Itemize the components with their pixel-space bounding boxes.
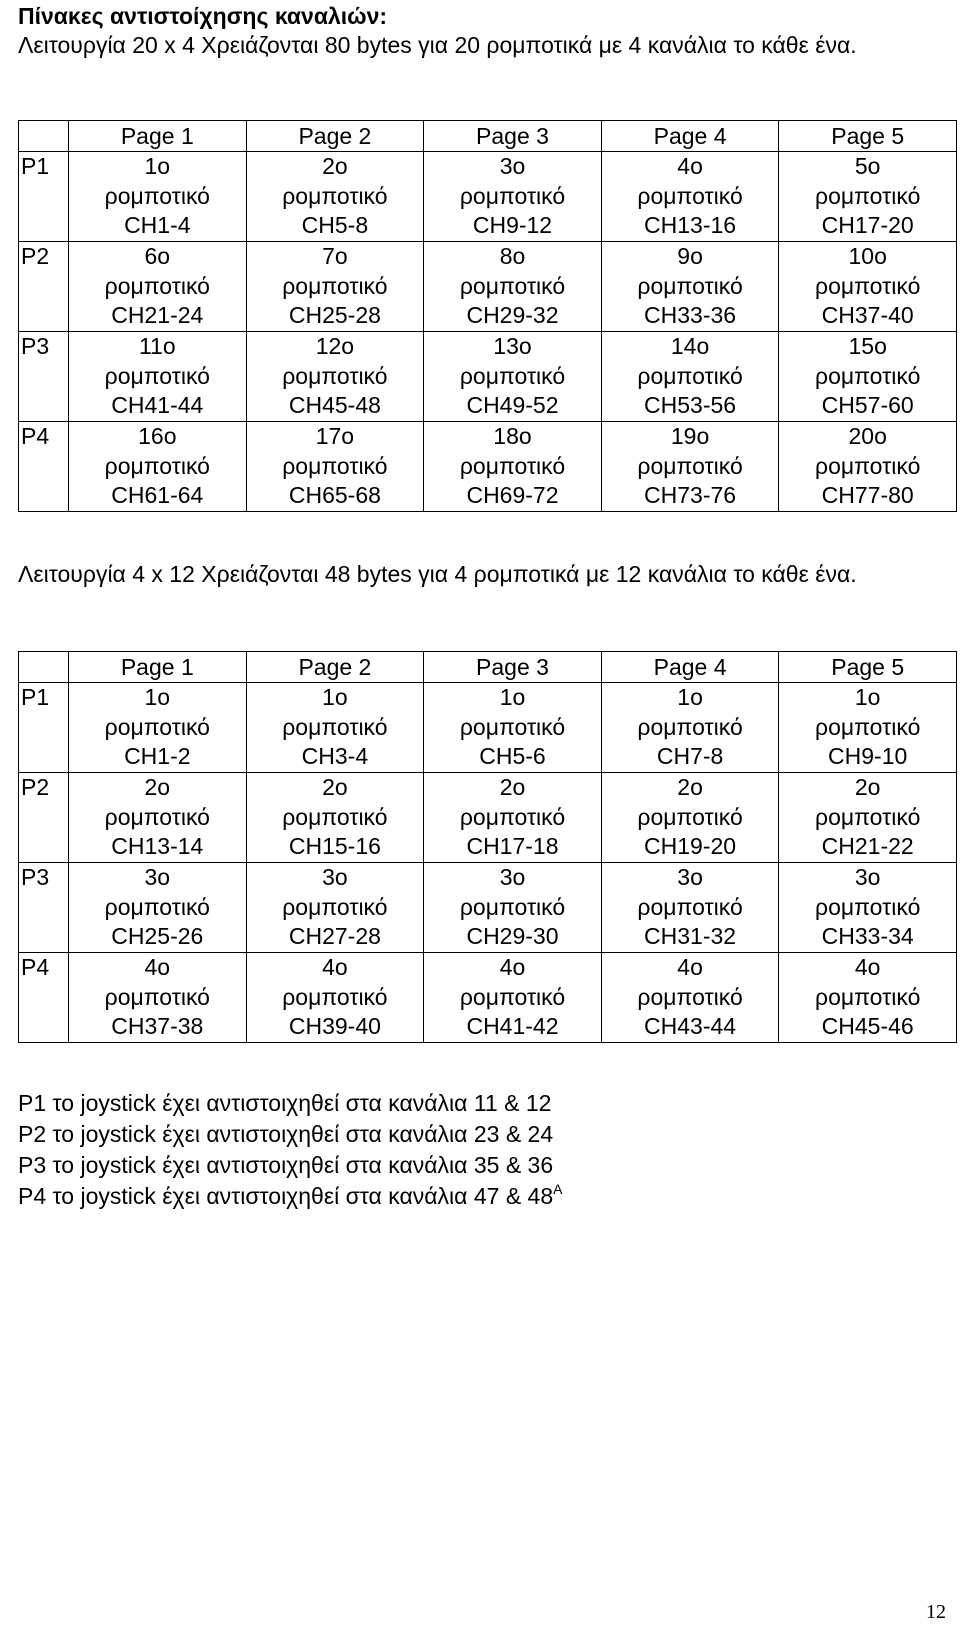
cell-line: CH31-32	[644, 923, 737, 949]
cell-line: CH33-36	[644, 302, 737, 328]
cell-line: ρομποτικό	[459, 272, 566, 299]
cell-line: ρομποτικό	[282, 452, 388, 479]
cell-line: ρομποτικό	[282, 983, 388, 1010]
cell-line: CH7-8	[656, 743, 724, 769]
cell-line: CH61-64	[111, 482, 204, 508]
table-row	[19, 332, 957, 422]
cell-line: ρομποτικό	[104, 803, 210, 830]
table-cell	[246, 953, 424, 1043]
cell-line: ρομποτικό	[637, 272, 743, 299]
column-header: Page 3	[424, 121, 602, 152]
table-cell	[601, 863, 779, 953]
cell-line: CH17-20	[821, 212, 914, 238]
table-cell	[69, 242, 247, 332]
cell-line: ρομποτικό	[815, 803, 921, 830]
cell-line: 11ο	[138, 333, 176, 359]
cell-line: 2ο	[677, 774, 703, 800]
table-cell	[69, 332, 247, 422]
table-row	[19, 683, 957, 773]
note-line: P3 το joystick έχει αντιστοιχηθεί στα κανάλια 35 & 36	[18, 1152, 554, 1178]
channel-table-20x4	[18, 120, 957, 512]
table-cell	[601, 152, 779, 242]
cell-line: ρομποτικό	[815, 893, 921, 920]
column-header: Page 5	[779, 652, 957, 683]
cell-line: ρομποτικό	[815, 713, 921, 740]
cell-line: CH57-60	[821, 392, 914, 418]
cell-line: ρομποτικό	[637, 713, 743, 740]
cell-line: 1ο	[854, 684, 881, 710]
table-cell	[69, 953, 247, 1043]
table-cell	[246, 422, 424, 512]
note-line: P2 το joystick έχει αντιστοιχηθεί στα κανάλια 23 & 24	[18, 1121, 554, 1147]
cell-line: 3ο	[499, 153, 526, 179]
cell-line: ρομποτικό	[459, 452, 566, 479]
cell-line: CH39-40	[288, 1013, 381, 1039]
cell-line: ρομποτικό	[282, 182, 388, 209]
cell-line: ρομποτικό	[282, 713, 388, 740]
cell-line: 3ο	[854, 864, 881, 890]
table-row	[19, 152, 957, 242]
cell-line: ρομποτικό	[815, 983, 921, 1010]
cell-line: CH41-42	[466, 1013, 559, 1039]
cell-line: 8ο	[499, 243, 526, 269]
column-header: Page 1	[69, 652, 247, 683]
cell-line: ρομποτικό	[637, 803, 743, 830]
table-header-row	[19, 121, 957, 152]
table-cell	[779, 953, 957, 1043]
row-label: P3	[19, 863, 69, 953]
table-cell	[69, 773, 247, 863]
table-cell	[246, 863, 424, 953]
table-corner-cell	[19, 121, 69, 152]
cell-line: 4ο	[854, 954, 881, 980]
cell-line: ρομποτικό	[282, 893, 388, 920]
table-cell	[601, 683, 779, 773]
cell-line: ρομποτικό	[815, 272, 921, 299]
cell-line: 16ο	[138, 423, 177, 449]
table-row	[19, 773, 957, 863]
cell-line: CH49-52	[466, 392, 559, 418]
cell-line: 4ο	[322, 954, 348, 980]
table-cell	[779, 242, 957, 332]
section2-intro: Λειτουργία 4 x 12 Χρειάζονται 48 bytes για 4 ρομποτικά με 12 κανάλια το κάθε ένα.	[18, 561, 857, 587]
cell-line: ρομποτικό	[282, 272, 388, 299]
cell-line: 2ο	[322, 153, 348, 179]
cell-line: ρομποτικό	[815, 182, 921, 209]
table-cell	[601, 242, 779, 332]
cell-line: 13ο	[493, 333, 532, 359]
table-cell	[424, 773, 602, 863]
cell-line: CH5-6	[479, 743, 546, 769]
column-header: Page 3	[424, 652, 602, 683]
cell-line: 3ο	[677, 864, 703, 890]
cell-line: ρομποτικό	[637, 983, 743, 1010]
cell-line: 2ο	[322, 774, 348, 800]
table-cell	[601, 332, 779, 422]
page-number: 12	[926, 1601, 946, 1623]
cell-line: ρομποτικό	[104, 893, 210, 920]
cell-line: ρομποτικό	[459, 713, 566, 740]
table-cell	[779, 332, 957, 422]
cell-line: CH19-20	[644, 833, 737, 859]
note-line	[18, 1181, 562, 1212]
cell-line: CH13-14	[111, 833, 204, 859]
footnote-mark: A	[553, 1181, 563, 1197]
cell-line: CH37-40	[821, 302, 914, 328]
table-cell	[601, 953, 779, 1043]
cell-line: 3ο	[144, 864, 171, 890]
cell-line: CH33-34	[821, 923, 914, 949]
cell-line: CH3-4	[301, 743, 369, 769]
cell-line: 4ο	[677, 153, 703, 179]
page-heading: Πίνακες αντιστοίχησης καναλιών:	[18, 3, 388, 29]
cell-line: CH13-16	[644, 212, 737, 238]
cell-line: 2ο	[854, 774, 881, 800]
cell-line: 3ο	[322, 864, 348, 890]
table-cell	[69, 863, 247, 953]
section1-intro: Λειτουργία 20 x 4 Χρειάζονται 80 bytes για 20 ρομποτικά με 4 κανάλια το κάθε ένα.	[18, 32, 857, 58]
row-label: P1	[19, 683, 69, 773]
row-label: P1	[19, 152, 69, 242]
row-label: P4	[19, 953, 69, 1043]
row-label: P3	[19, 332, 69, 422]
cell-line: 4ο	[144, 954, 171, 980]
table-cell	[424, 683, 602, 773]
cell-line: CH5-8	[301, 212, 369, 238]
cell-line: ρομποτικό	[104, 362, 210, 389]
table-row	[19, 863, 957, 953]
channel-table-4x12	[18, 651, 957, 1043]
table-cell	[424, 422, 602, 512]
cell-line: 4ο	[499, 954, 526, 980]
cell-line: CH1-4	[124, 212, 191, 238]
cell-line: CH29-30	[466, 923, 559, 949]
column-header: Page 5	[779, 121, 957, 152]
table-header-row	[19, 652, 957, 683]
cell-line: CH45-48	[288, 392, 381, 418]
cell-line: CH77-80	[821, 482, 914, 508]
cell-line: ρομποτικό	[459, 362, 566, 389]
cell-line: 3ο	[499, 864, 526, 890]
table-cell	[69, 152, 247, 242]
cell-line: 12ο	[315, 333, 355, 359]
cell-line: CH37-38	[111, 1013, 204, 1039]
table-cell	[779, 863, 957, 953]
cell-line: ρομποτικό	[815, 452, 921, 479]
cell-line: ρομποτικό	[637, 893, 743, 920]
cell-line: ρομποτικό	[104, 272, 210, 299]
cell-line: 1ο	[322, 684, 348, 710]
table-cell	[779, 152, 957, 242]
cell-line: CH29-32	[466, 302, 559, 328]
table-row	[19, 422, 957, 512]
cell-line: 2ο	[499, 774, 526, 800]
cell-line: ρομποτικό	[282, 362, 388, 389]
table-cell	[424, 242, 602, 332]
table-row	[19, 953, 957, 1043]
cell-line: 20ο	[848, 423, 887, 449]
table-cell	[246, 152, 424, 242]
column-header: Page 4	[601, 121, 779, 152]
table-cell	[246, 332, 424, 422]
cell-line: ρομποτικό	[104, 182, 210, 209]
cell-line: CH9-12	[472, 212, 553, 238]
note-text: P4 το joystick έχει αντιστοιχηθεί στα κανάλια 47 & 48	[18, 1183, 554, 1209]
row-label: P2	[19, 242, 69, 332]
cell-line: CH45-46	[821, 1013, 914, 1039]
table-cell	[246, 773, 424, 863]
table-corner-cell	[19, 652, 69, 683]
table-row	[19, 242, 957, 332]
cell-line: 9ο	[677, 243, 703, 269]
table-cell	[246, 242, 424, 332]
table-cell	[246, 683, 424, 773]
cell-line: ρομποτικό	[104, 983, 210, 1010]
cell-line: CH17-18	[466, 833, 559, 859]
cell-line: 14ο	[670, 333, 710, 359]
cell-line: ρομποτικό	[637, 362, 743, 389]
cell-line: 18ο	[493, 423, 532, 449]
cell-line: 5ο	[854, 153, 881, 179]
cell-line: ρομποτικό	[104, 713, 210, 740]
cell-line: 19ο	[670, 423, 710, 449]
cell-line: 17ο	[315, 423, 355, 449]
cell-line: 7ο	[322, 243, 348, 269]
cell-line: 4ο	[677, 954, 703, 980]
column-header: Page 2	[246, 121, 424, 152]
column-header: Page 2	[246, 652, 424, 683]
cell-line: ρομποτικό	[459, 983, 566, 1010]
table-cell	[601, 422, 779, 512]
cell-line: 1ο	[144, 153, 171, 179]
table-cell	[424, 953, 602, 1043]
cell-line: CH53-56	[644, 392, 737, 418]
cell-line: ρομποτικό	[637, 182, 743, 209]
cell-line: ρομποτικό	[104, 452, 210, 479]
column-header: Page 1	[69, 121, 247, 152]
cell-line: CH69-72	[466, 482, 559, 508]
table-cell	[424, 332, 602, 422]
cell-line: ρομποτικό	[459, 803, 566, 830]
row-label: P4	[19, 422, 69, 512]
cell-line: CH21-22	[821, 833, 914, 859]
table-cell	[601, 773, 779, 863]
cell-line: CH43-44	[644, 1013, 737, 1039]
cell-line: ρομποτικό	[815, 362, 921, 389]
cell-line: 10ο	[848, 243, 887, 269]
cell-line: CH25-28	[288, 302, 381, 328]
cell-line: CH27-28	[288, 923, 381, 949]
cell-line: ρομποτικό	[282, 803, 388, 830]
cell-line: 15ο	[848, 333, 887, 359]
table-cell	[424, 152, 602, 242]
cell-line: CH41-44	[111, 392, 204, 418]
cell-line: CH73-76	[644, 482, 737, 508]
table-cell	[779, 683, 957, 773]
cell-line: ρομποτικό	[459, 893, 566, 920]
cell-line: CH65-68	[288, 482, 381, 508]
joystick-notes	[18, 1088, 562, 1212]
cell-line: 2ο	[144, 774, 171, 800]
cell-line: CH9-10	[828, 743, 908, 769]
table-cell	[779, 773, 957, 863]
cell-line: 1ο	[144, 684, 171, 710]
column-header: Page 4	[601, 652, 779, 683]
table-cell	[69, 422, 247, 512]
cell-line: ρομποτικό	[637, 452, 743, 479]
cell-line: CH15-16	[288, 833, 381, 859]
cell-line: CH1-2	[124, 743, 191, 769]
table-cell	[69, 683, 247, 773]
cell-line: CH25-26	[111, 923, 204, 949]
row-label: P2	[19, 773, 69, 863]
cell-line: ρομποτικό	[459, 182, 566, 209]
note-line: P1 το joystick έχει αντιστοιχηθεί στα κανάλια 11 & 12	[18, 1090, 552, 1116]
cell-line: CH21-24	[111, 302, 204, 328]
table-cell	[779, 422, 957, 512]
cell-line: 1ο	[677, 684, 703, 710]
cell-line: 6ο	[144, 243, 171, 269]
cell-line: 1ο	[499, 684, 526, 710]
table-cell	[424, 863, 602, 953]
